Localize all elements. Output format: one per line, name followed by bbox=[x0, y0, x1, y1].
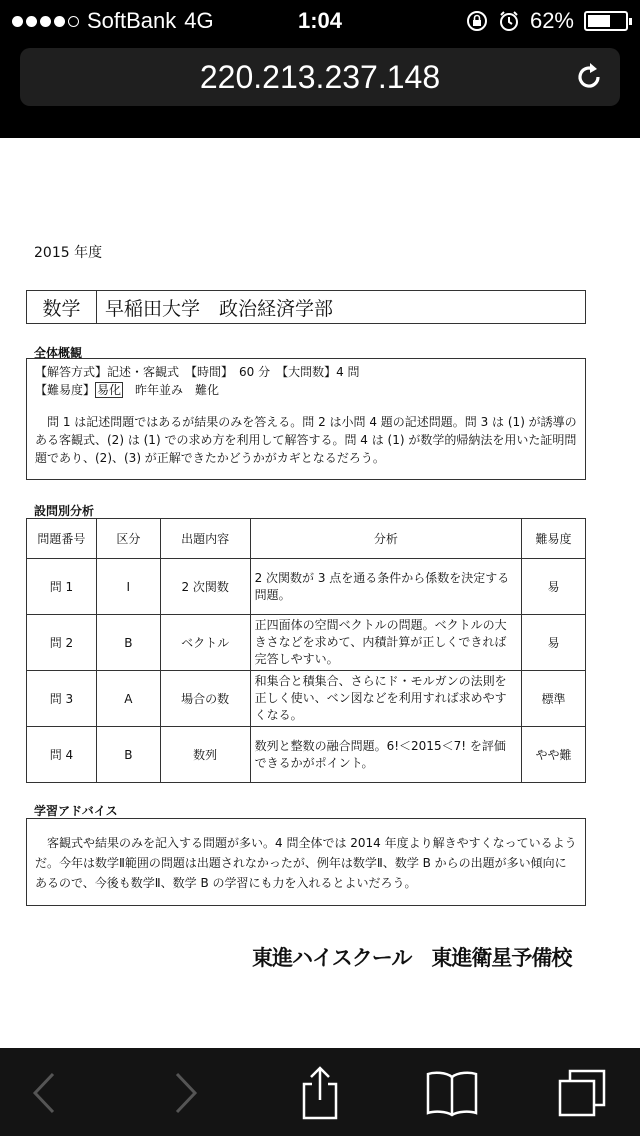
toshin-logo: 東進ハイスクール 東進衛星予備校 bbox=[252, 946, 572, 970]
question-analysis: 正四面体の空間ベクトルの問題。ベクトルの大きさなどを求めて、内積計算が正しくできれば完答しやすい。 bbox=[250, 615, 521, 671]
question-difficulty: 標準 bbox=[522, 671, 586, 727]
question-topic: 2 次関数 bbox=[160, 559, 250, 615]
status-bar bbox=[0, 0, 640, 40]
analysis-table bbox=[26, 518, 586, 783]
share-button[interactable] bbox=[292, 1066, 348, 1120]
table-row bbox=[27, 727, 586, 783]
difficulty-line bbox=[35, 381, 577, 399]
question-difficulty: 易 bbox=[522, 559, 586, 615]
back-button[interactable] bbox=[16, 1066, 72, 1120]
table-row bbox=[27, 559, 586, 615]
battery-percentage: 62% bbox=[529, 8, 574, 33]
question-difficulty: やや難 bbox=[522, 727, 586, 783]
question-analysis: 数列と整数の融合問題。6!＜2015＜7! を評価できるかがポイント。 bbox=[250, 727, 521, 783]
question-number: 問 2 bbox=[27, 615, 97, 671]
question-topic: 数列 bbox=[160, 727, 250, 783]
tabs-icon bbox=[556, 1067, 608, 1119]
back-icon bbox=[29, 1071, 59, 1115]
title-box bbox=[26, 290, 586, 324]
difficulty-other: 昨年並み 難化 bbox=[123, 383, 220, 397]
overview-box bbox=[26, 358, 586, 480]
question-number: 問 4 bbox=[27, 727, 97, 783]
overview-paragraph: 問 1 は記述問題ではあるが結果のみを答える。問 2 は小問 4 題の記述問題。問 3 は (1) が誘導のある客観式、(2) は (1) での求め方を利用して解答する。問 4 は (1) が数学的帰納法を用いた証明問題であり、(2)、(3) が正解できたかどうかがカギとなるだろう。 bbox=[35, 415, 577, 465]
carrier-name: SoftBank bbox=[87, 8, 177, 33]
browser-toolbar bbox=[0, 1048, 640, 1136]
share-icon bbox=[298, 1066, 342, 1120]
column-header: 問題番号 bbox=[27, 519, 97, 559]
column-header: 区分 bbox=[96, 519, 160, 559]
column-header: 難易度 bbox=[522, 519, 586, 559]
subject-label: 数学 bbox=[27, 291, 97, 323]
question-topic: ベクトル bbox=[160, 615, 250, 671]
question-category: B bbox=[96, 727, 160, 783]
question-topic: 場合の数 bbox=[160, 671, 250, 727]
url-text: 220.213.237.148 bbox=[199, 58, 441, 95]
overview-heading: 全体概観 bbox=[34, 346, 83, 360]
table-row bbox=[27, 671, 586, 727]
battery-icon bbox=[584, 11, 628, 31]
alarm-icon bbox=[498, 10, 520, 32]
table-row bbox=[27, 615, 586, 671]
pdf-page bbox=[0, 138, 640, 1048]
bookmarks-icon bbox=[424, 1069, 480, 1117]
question-difficulty: 易 bbox=[522, 615, 586, 671]
advice-box bbox=[26, 818, 586, 906]
forward-icon bbox=[171, 1071, 201, 1115]
address-bar[interactable] bbox=[20, 48, 620, 106]
column-header: 出題内容 bbox=[160, 519, 250, 559]
bookmarks-button[interactable] bbox=[424, 1066, 480, 1120]
question-category: B bbox=[96, 615, 160, 671]
difficulty-selected: 易化 bbox=[97, 383, 122, 397]
question-analysis: 和集合と積集合、さらにド・モルガンの法則を正しく使い、ベン図などを利用すれば求めやすくなる。 bbox=[250, 671, 521, 727]
browser-header bbox=[0, 40, 640, 138]
question-analysis: 2 次関数が 3 点を通る条件から係数を決定する問題。 bbox=[250, 559, 521, 615]
university-label: 早稲田大学 政治経済学部 bbox=[105, 297, 334, 320]
question-number: 問 3 bbox=[27, 671, 97, 727]
question-category: A bbox=[96, 671, 160, 727]
column-header: 分析 bbox=[250, 519, 521, 559]
question-number: 問 1 bbox=[27, 559, 97, 615]
format-line: 【解答方式】記述・客観式 【時間】 60 分 【大問数】4 問 bbox=[35, 365, 360, 379]
status-right bbox=[466, 8, 628, 34]
orientation-lock-icon bbox=[466, 10, 488, 32]
network-type: 4G bbox=[184, 8, 214, 33]
difficulty-label: 【難易度】 bbox=[35, 383, 96, 397]
table-header-row bbox=[27, 519, 586, 559]
status-time: 1:04 bbox=[297, 8, 343, 33]
analysis-heading: 設問別分析 bbox=[34, 504, 95, 518]
reload-icon[interactable] bbox=[572, 60, 606, 94]
document-year: 2015 年度 bbox=[34, 245, 103, 261]
advice-text: 客観式や結果のみを記入する問題が多い。4 問全体では 2014 年度より解きやすくなっているようだ。今年は数学Ⅱ範囲の問題は出題されなかったが、例年は数学Ⅱ、数学 B からの出題が多い傾向にあるので、今後も数学Ⅱ、数学 B の学習にも力を入れるとよいだろう。 bbox=[35, 836, 577, 890]
tabs-button[interactable] bbox=[554, 1066, 610, 1120]
advice-heading: 学習アドバイス bbox=[34, 804, 118, 818]
question-category: I bbox=[96, 559, 160, 615]
forward-button[interactable] bbox=[158, 1066, 214, 1120]
